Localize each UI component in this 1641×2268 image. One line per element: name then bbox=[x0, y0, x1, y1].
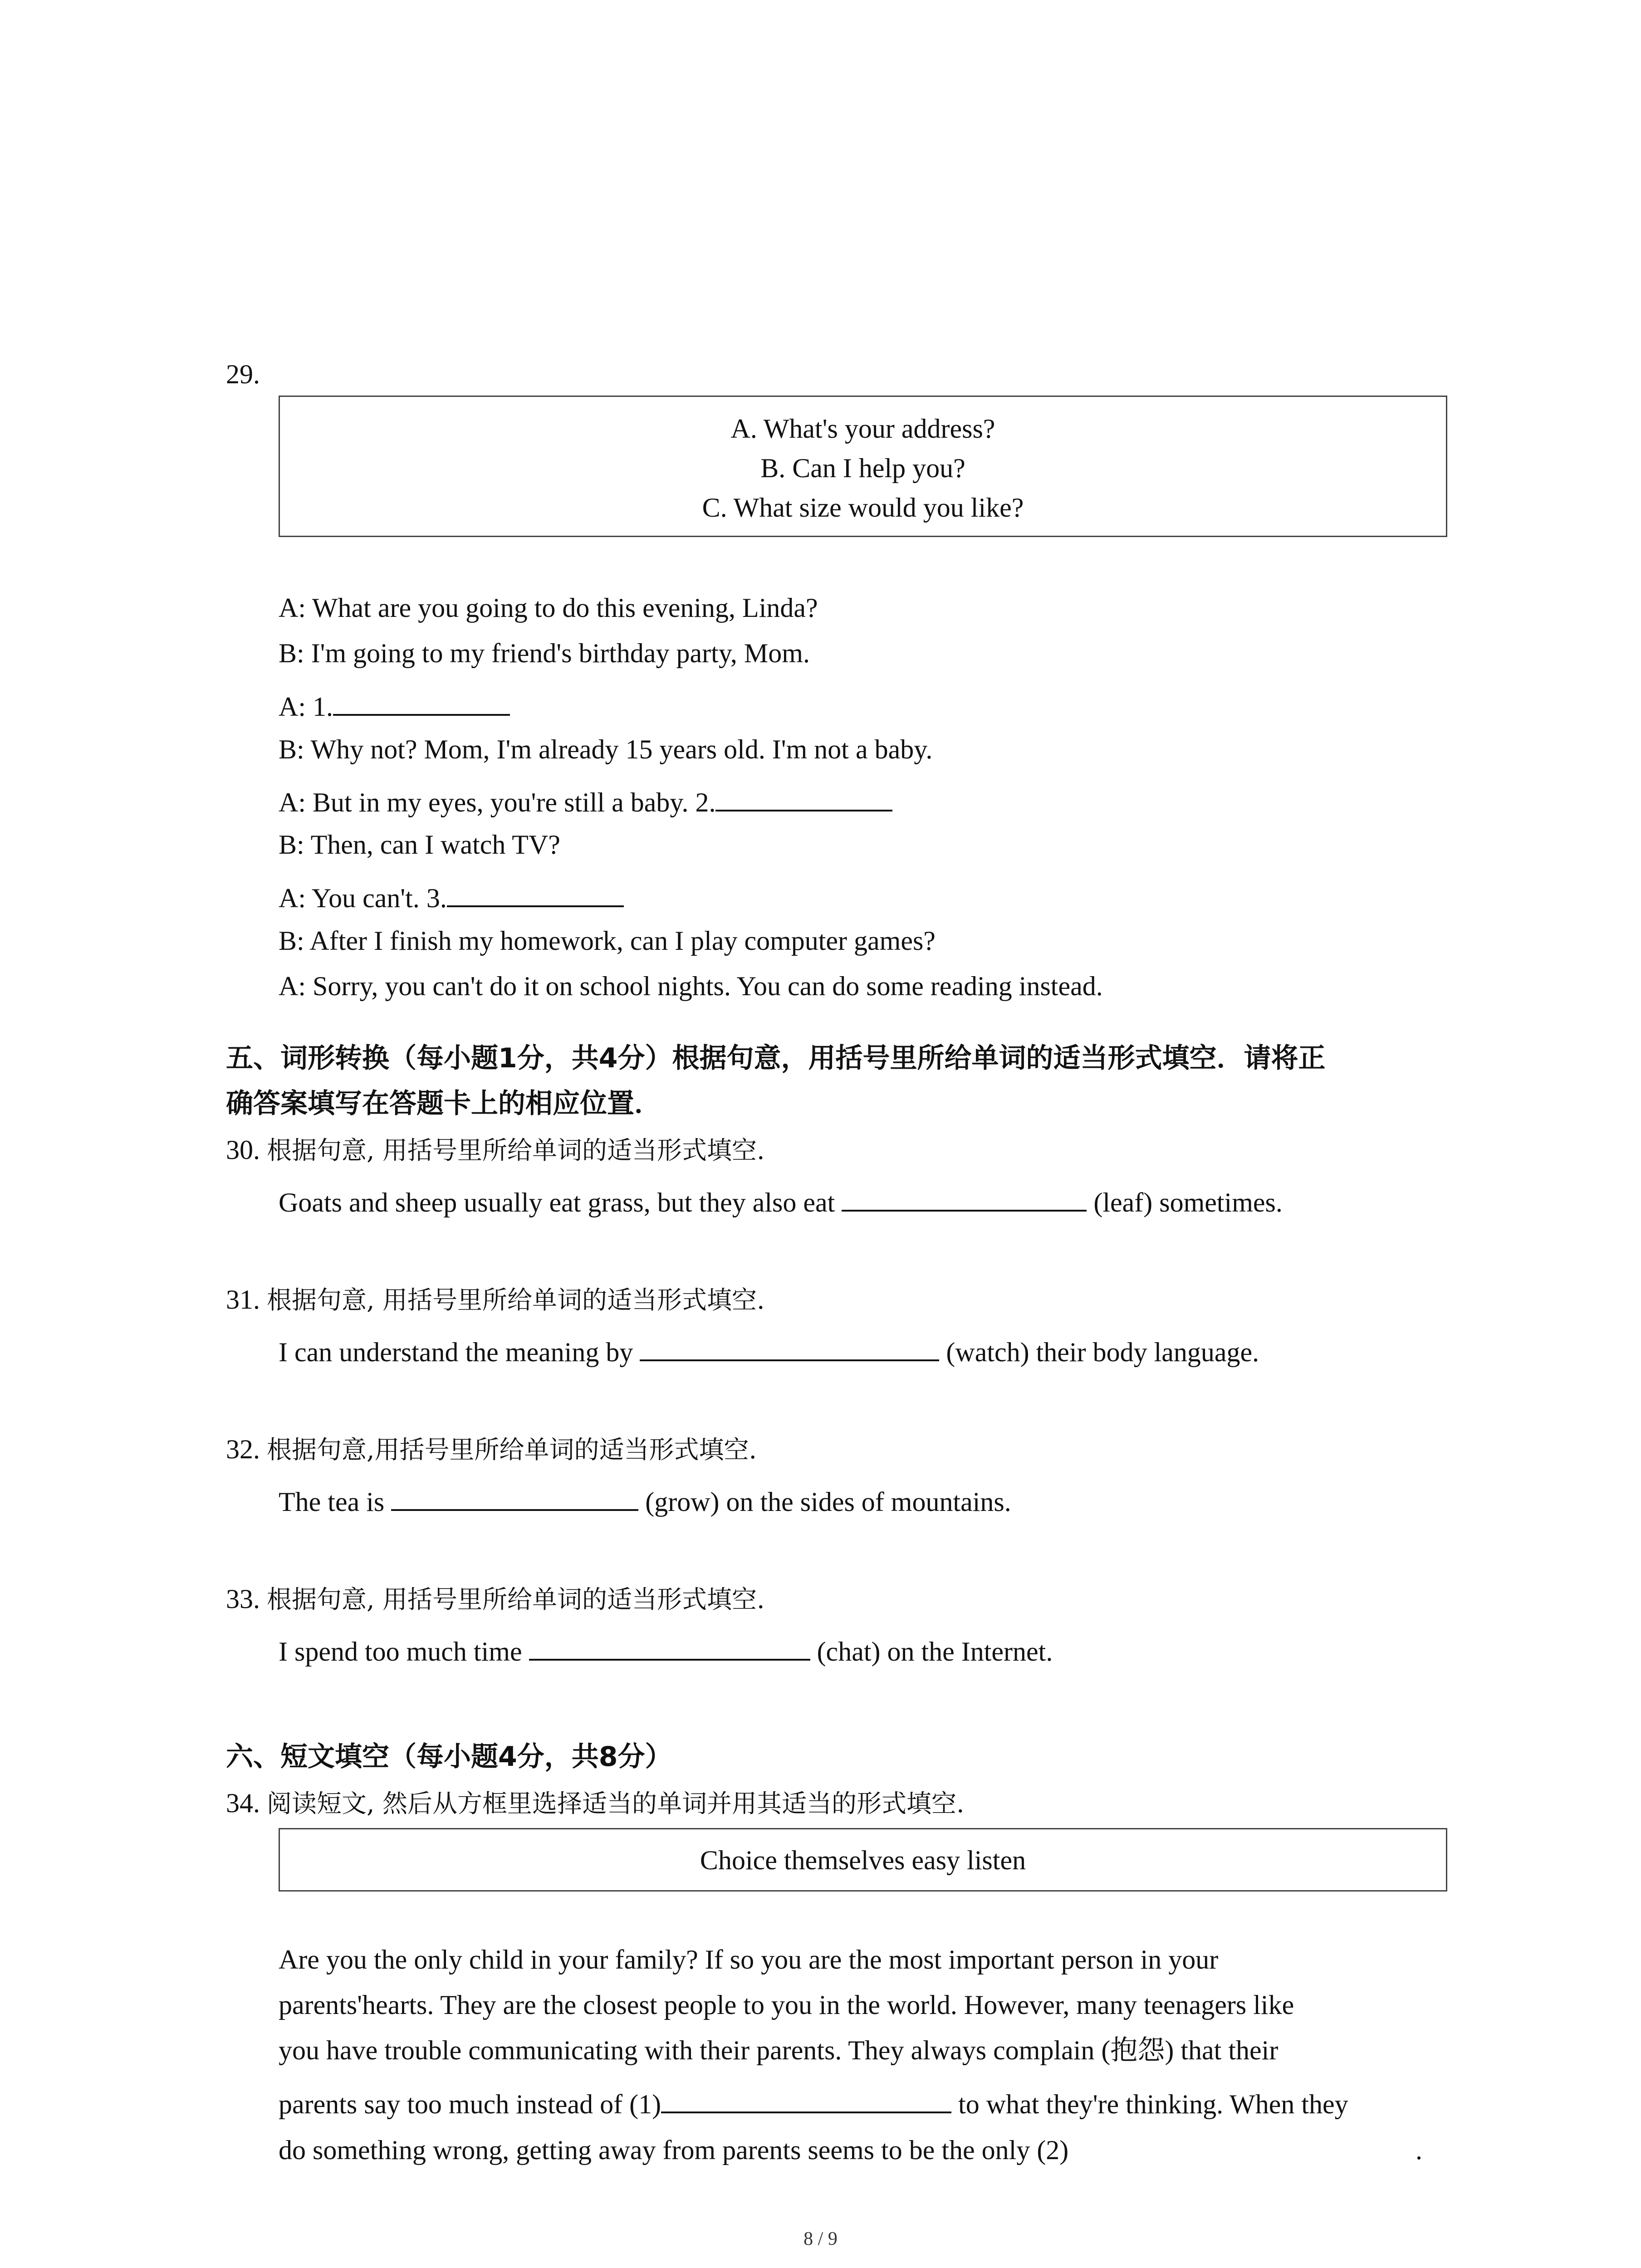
question-number-32: 32. bbox=[226, 1434, 260, 1464]
answer-blank-3[interactable] bbox=[447, 882, 624, 907]
question-31-header bbox=[226, 1286, 764, 1313]
answer-blank-32[interactable] bbox=[391, 1486, 638, 1511]
question-30-sentence: Goats and sheep usually eat grass, but they also eat (leaf) sometimes. bbox=[279, 1186, 1283, 1216]
answer-blank-33[interactable] bbox=[529, 1635, 810, 1661]
answer-blank-1[interactable] bbox=[333, 690, 510, 716]
dialogue-line-8: B: After I finish my homework, can I play computer games? bbox=[279, 926, 936, 956]
option-b: B. Can I help you? bbox=[760, 453, 965, 483]
question-33-header bbox=[226, 1585, 764, 1613]
passage-line-1: Are you the only child in your family? If so you are the most important person in your bbox=[279, 1945, 1219, 1975]
section-6-heading: 六、短文填空（每小题4分，共8分） bbox=[226, 1741, 672, 1773]
question-32-instruction: 根据句意,用括号里所给单词的适当形式填空. bbox=[267, 1435, 757, 1464]
question-30-header bbox=[226, 1136, 764, 1163]
dialogue-line-4: B: Why not? Mom, I'm already 15 years old. I'm not a baby. bbox=[279, 734, 933, 764]
question-number-34: 34. bbox=[226, 1788, 260, 1818]
question-number-33: 33. bbox=[226, 1584, 260, 1614]
question-number-30: 30. bbox=[226, 1135, 260, 1165]
option-c: C. What size would you like? bbox=[702, 493, 1024, 523]
section-5-heading-line-2: 确答案填写在答题卡上的相应位置． bbox=[226, 1088, 661, 1119]
dialogue-line-2: B: I'm going to my friend's birthday party, Mom. bbox=[279, 638, 810, 668]
answer-blank-30[interactable] bbox=[842, 1186, 1087, 1212]
section-5-heading-line-1: 五、词形转换（每小题1分，共4分）根据句意，用括号里所给单词的适当形式填空．请将正 bbox=[226, 1042, 1326, 1074]
question-32-header bbox=[226, 1436, 757, 1463]
passage-line-5-end: . bbox=[1416, 2135, 1422, 2165]
options-box bbox=[279, 396, 1447, 537]
dialogue-line-7: A: You can't. 3. bbox=[279, 882, 624, 912]
question-30-instruction: 根据句意, 用括号里所给单词的适当形式填空. bbox=[267, 1136, 765, 1165]
question-31-instruction: 根据句意, 用括号里所给单词的适当形式填空. bbox=[267, 1286, 765, 1315]
question-31-sentence: I can understand the meaning by (watch) their body language. bbox=[279, 1336, 1259, 1366]
answer-blank-2[interactable] bbox=[715, 786, 892, 811]
question-number-31: 31. bbox=[226, 1285, 260, 1315]
option-a: A. What's your address? bbox=[730, 414, 995, 444]
passage-line-3: you have trouble communicating with their parents. They always complain (抱怨) that their bbox=[279, 2035, 1279, 2065]
passage-blank-1[interactable] bbox=[661, 2088, 951, 2113]
dialogue-line-3: A: 1. bbox=[279, 690, 510, 720]
question-33-sentence: I spend too much time (chat) on the Internet. bbox=[279, 1635, 1053, 1665]
dialogue-line-5: A: But in my eyes, you're still a baby. 2. bbox=[279, 786, 892, 816]
dialogue-line-6: B: Then, can I watch TV? bbox=[279, 830, 560, 860]
word-box bbox=[279, 1828, 1447, 1892]
question-32-sentence: The tea is (grow) on the sides of mountains. bbox=[279, 1486, 1011, 1515]
passage-line-5: do something wrong, getting away from parents seems to be the only (2) bbox=[279, 2135, 1069, 2165]
question-34-header bbox=[226, 1789, 964, 1817]
page-number: 8 / 9 bbox=[803, 2229, 838, 2249]
dialogue-line-1: A: What are you going to do this evening, Linda? bbox=[279, 593, 818, 623]
dialogue-line-9: A: Sorry, you can't do it on school nights. You can do some reading instead. bbox=[279, 971, 1103, 1001]
question-34-instruction: 阅读短文, 然后从方框里选择适当的单词并用其适当的形式填空. bbox=[267, 1789, 965, 1818]
passage-line-2: parents'hearts. They are the closest people to you in the world. However, many teenagers like bbox=[279, 1990, 1294, 2020]
question-33-instruction: 根据句意, 用括号里所给单词的适当形式填空. bbox=[267, 1585, 765, 1614]
question-number-29: 29. bbox=[226, 359, 260, 389]
answer-blank-31[interactable] bbox=[640, 1336, 939, 1361]
word-box-text: Choice themselves easy listen bbox=[700, 1845, 1026, 1875]
passage-line-4: parents say too much instead of (1) to what they're thinking. When they bbox=[279, 2088, 1348, 2118]
